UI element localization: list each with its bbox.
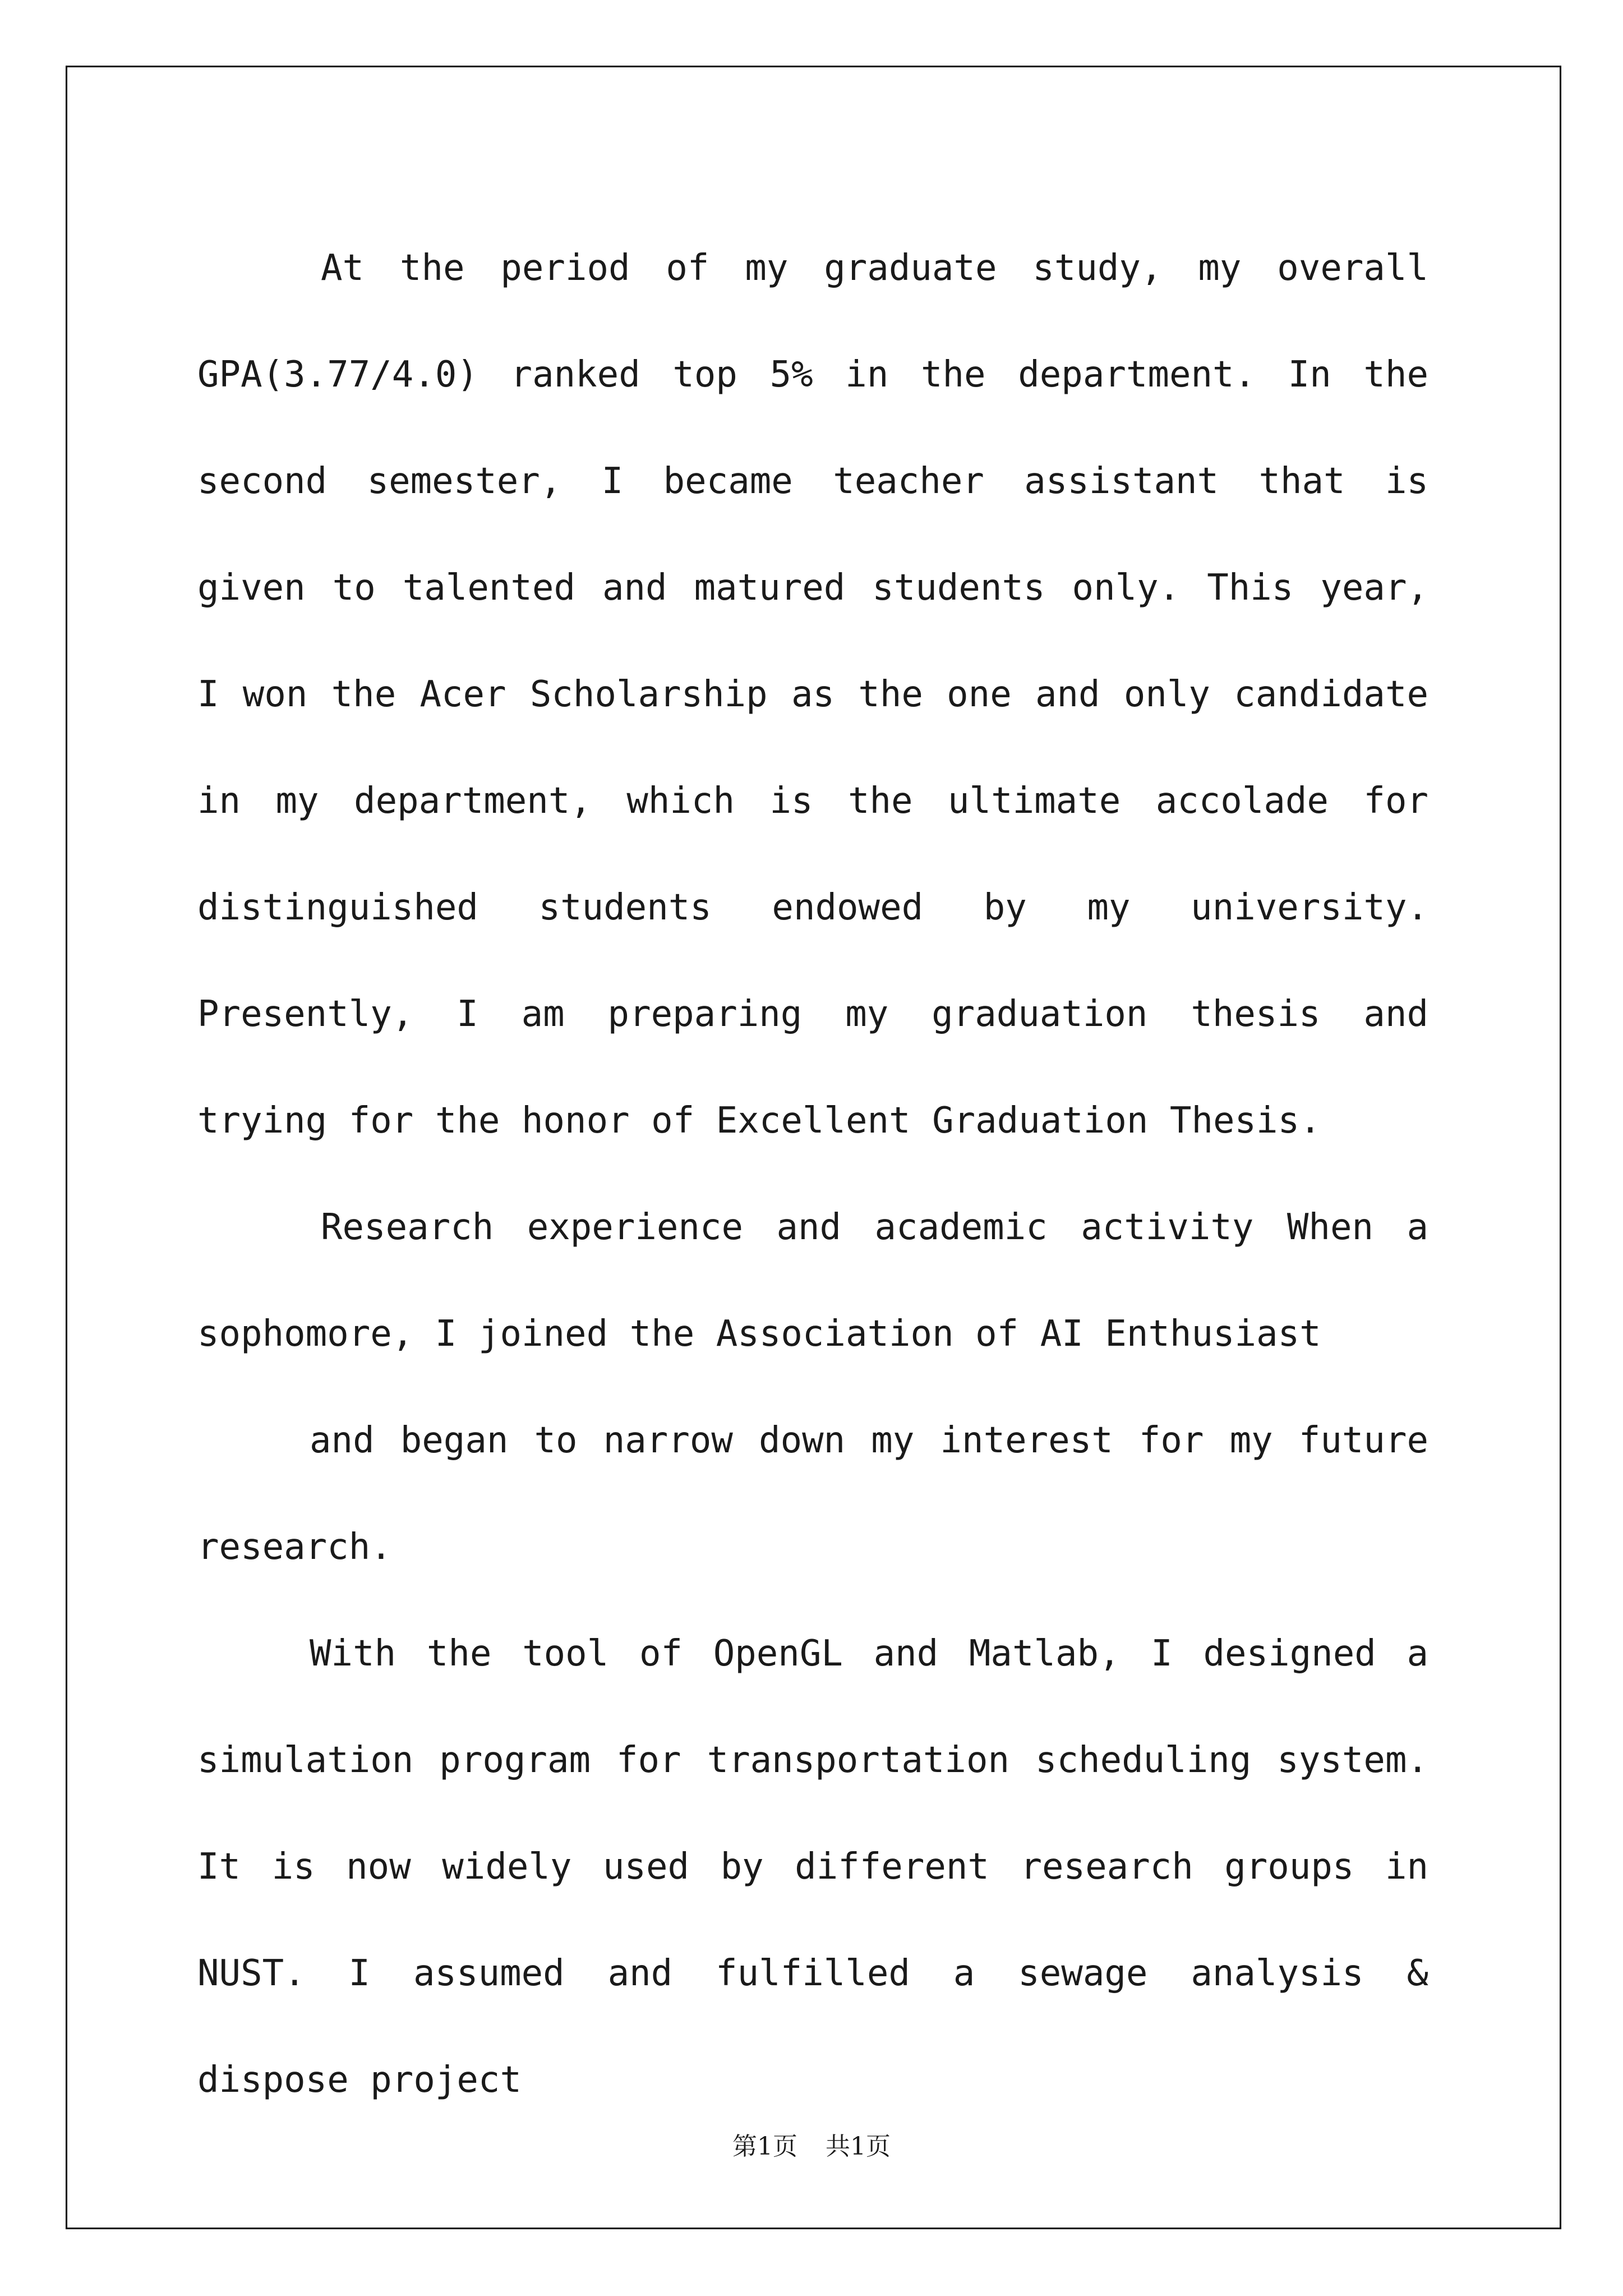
page-number-total: 共1页 — [826, 2132, 891, 2161]
page-number-current: 第1页 — [732, 2132, 797, 2161]
paragraph-academic-record: At the period of my graduate study, my overall GPA(3.77/4.0) ranked top 5% in the department. In the second semester, I became teacher assistant that is given to talented and matured students only. This year, I won the Acer Scholarship as the one and only candidate in my department, which is the ultimate accolade for distinguished students endowed by my university. Presently, I am preparing my graduation thesis and trying for the honor of Excellent Graduation Thesis. — [197, 247, 1428, 1142]
page-footer — [0, 2126, 1623, 2162]
paragraph-research-interest: and began to narrow down my interest for my future research. — [197, 1420, 1428, 1568]
document-body — [197, 215, 1428, 2133]
paragraph-projects: With the tool of OpenGL and Matlab, I designed a simulation program for transportation scheduling system. It is now widely used by different research groups in NUST. I assumed and fulfilled a sewage analysis & dispose project — [197, 1633, 1428, 2101]
paragraph-research-intro: Research experience and academic activity When a sophomore, I joined the Association of AI Enthusiast — [197, 1207, 1428, 1355]
